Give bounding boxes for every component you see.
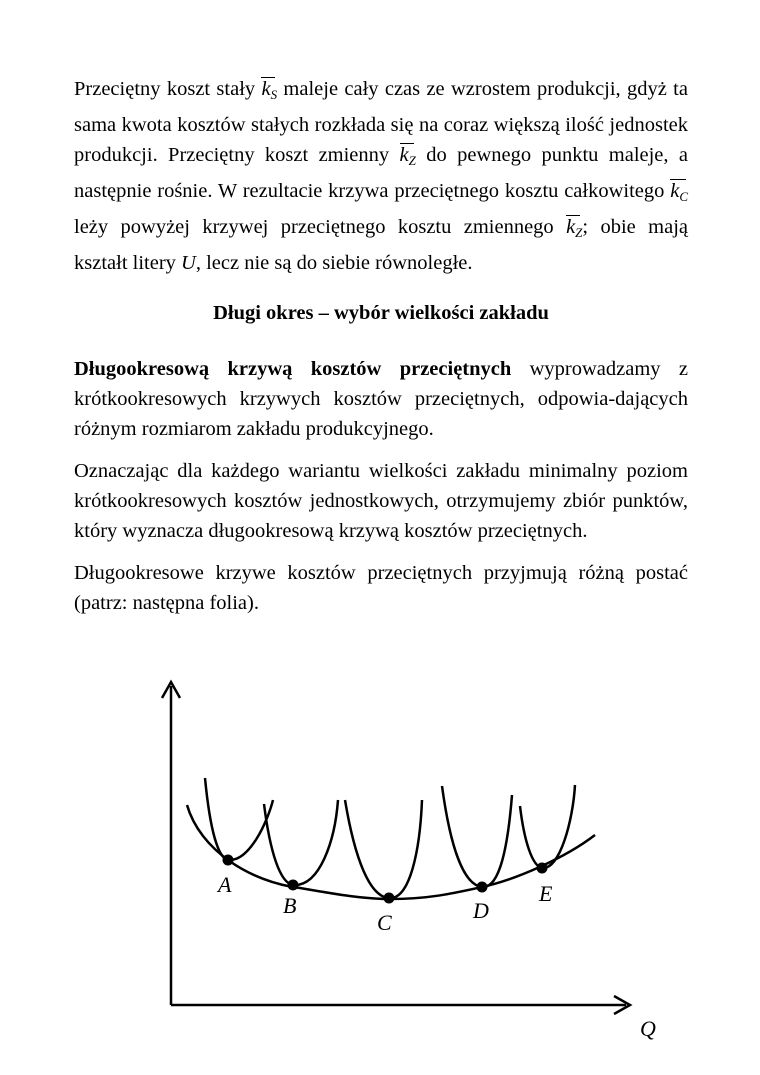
section-heading: Długi okres – wybór wielkości zakładu: [213, 302, 549, 324]
text-run: ; obie mają kształt litery: [74, 216, 688, 274]
math-var: k: [566, 216, 576, 238]
point-e-label: E: [539, 881, 553, 906]
text-run: do pewnego punktu maleje, a następnie rośnie. W rezultacie krzywa przeciętnego kosztu całkowitego: [74, 144, 688, 202]
point-a-marker: [223, 855, 234, 866]
point-c-marker: [384, 893, 395, 904]
short-run-curve-d: [442, 786, 512, 887]
point-c-label: C: [377, 910, 392, 935]
math-subscript: Z: [408, 153, 416, 168]
short-run-curve-b: [264, 800, 338, 885]
text-run: maleje cały czas ze wzrostem produkcji, gdyż ta sama kwota kosztów stałych rozkłada się na coraz większą ilość jednostek produkcji. Przeciętny koszt zmienny: [74, 78, 688, 166]
math-letter-u: U: [181, 252, 196, 274]
bold-term: Długookresową krzywą kosztów przeciętnych: [74, 358, 512, 380]
math-var: k: [261, 78, 271, 100]
text-run: leży powyżej krzywej przeciętnego kosztu zmiennego: [74, 216, 567, 238]
math-subscript: Z: [575, 225, 583, 240]
point-e-marker: [537, 863, 548, 874]
short-run-curve-a: [205, 778, 273, 860]
math-var: k: [670, 180, 680, 202]
text-run: wyprowadzamy z krótkookresowych krzywych kosztów przeciętnych, odpowia-dających różnym rozmiarom zakładu produkcyjnego.: [74, 358, 688, 440]
long-run-average-cost-curve: [187, 805, 595, 899]
point-b-marker: [288, 880, 299, 891]
point-a-label: A: [218, 872, 232, 897]
point-d-label: D: [473, 898, 489, 923]
point-d-marker: [477, 882, 488, 893]
short-run-curve-e: [520, 785, 575, 868]
math-subscript: C: [679, 189, 688, 204]
point-b-label: B: [283, 893, 297, 918]
short-run-curve-c: [345, 800, 422, 898]
text-run: , lecz nie są do siebie równoległe.: [195, 252, 473, 274]
math-var: k: [399, 144, 409, 166]
paragraph-minimal-costs: Oznaczając dla każdego wariantu wielkości zakładu minimalny poziom krótkookresowych kosztów jednostkowych, otrzymujemy zbiór punktów, który wyznacza długookresową krzywą kosztów przeciętnych.: [74, 460, 688, 542]
math-subscript: S: [270, 87, 278, 102]
paragraph-curve-shapes: Długookresowe krzywe kosztów przeciętnych przyjmują różną postać (patrz: następna folia).: [74, 562, 688, 614]
text-run: Przeciętny koszt stały: [74, 78, 262, 100]
x-axis-label: Q: [640, 1016, 656, 1041]
